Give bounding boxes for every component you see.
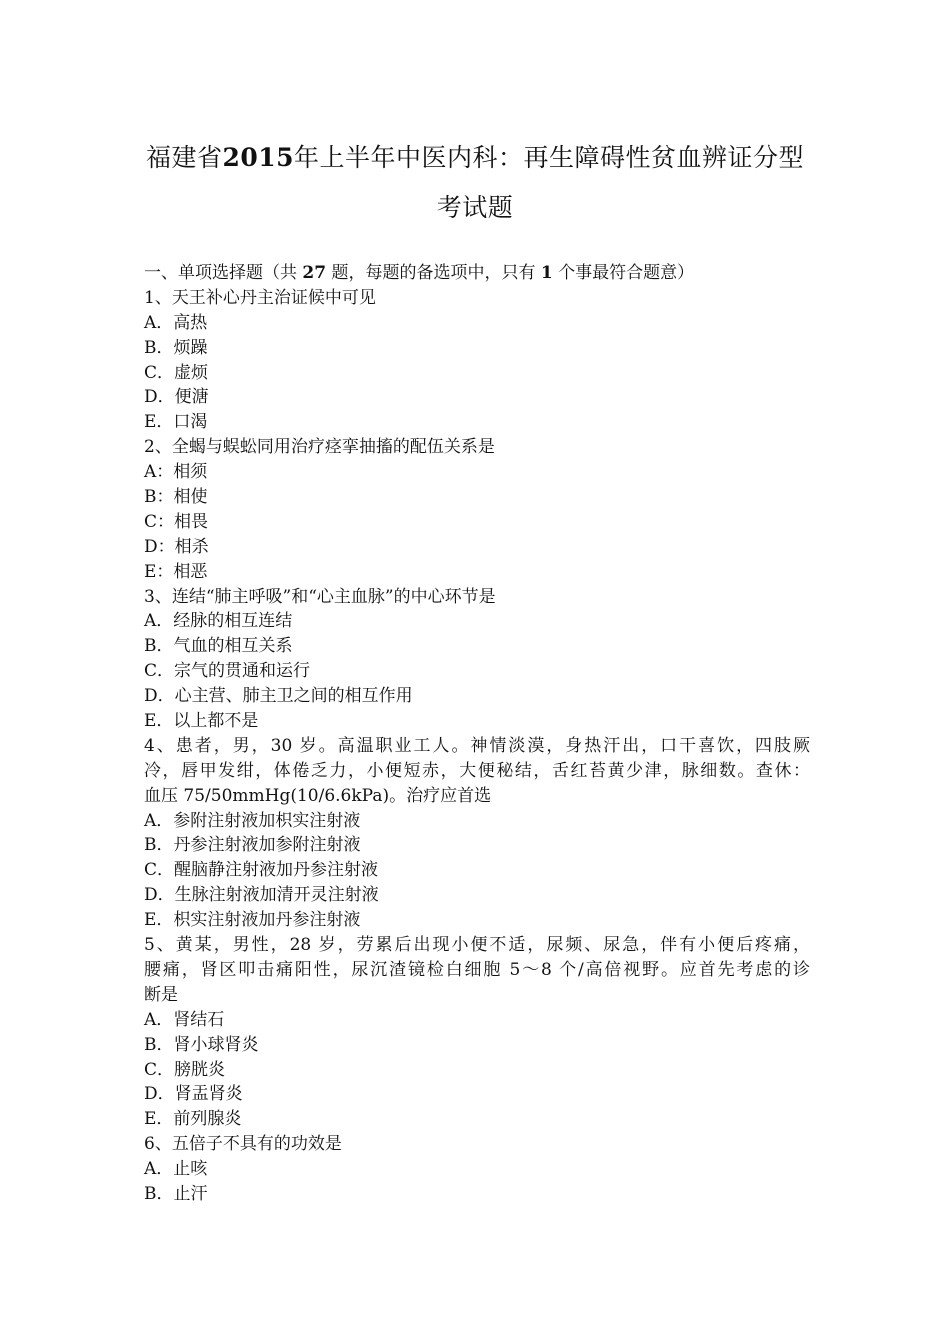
question-2-stem: 2、全蝎与蜈蚣同用治疗痉挛抽搐的配伍关系是 (144, 437, 495, 458)
question-4-option-c: C．醒脑静注射液加丹参注射液 (144, 860, 379, 881)
question-2-option-d: D：相杀 (144, 536, 209, 557)
bold-number: 1 (540, 263, 553, 283)
question-5-option-e: E．前列腺炎 (144, 1109, 242, 1130)
question-5-stem-line-2: 腰痛，肾区叩击痛阳性，尿沉渣镜检白细胞 5～8 个/高倍视野。应首先考虑的诊 (144, 959, 810, 980)
question-4-stem-line-3: 血压 75/50mmHg(10/6.6kPa)。治疗应首选 (144, 785, 492, 806)
document-title-line-1: 福建省2015年上半年中医内科：再生障碍性贫血辨证分型 (145, 143, 805, 172)
question-6-stem: 6、五倍子不具有的功效是 (144, 1134, 342, 1155)
question-2-option-a: A：相须 (144, 462, 208, 483)
question-3-stem: 3、连结“肺主呼吸”和“心主血脉”的中心环节是 (144, 586, 496, 607)
document-body (144, 261, 810, 1207)
question-3-option-c: C．宗气的贯通和运行 (144, 661, 311, 682)
question-4-option-d: D．生脉注射液加清开灵注射液 (144, 885, 379, 906)
question-5-option-a: A．肾结石 (144, 1009, 225, 1030)
question-5-option-d: D．肾盂肾炎 (144, 1084, 243, 1105)
section-header: 一、单项选择题（共 27 题，每题的备选项中，只有 1 个事最符合题意） (144, 263, 695, 283)
question-6-option-a: A．止咳 (144, 1159, 208, 1180)
question-5-stem-line-3: 断是 (144, 984, 178, 1005)
question-1-option-d: D．便溏 (144, 387, 209, 408)
question-3-option-a: A．经脉的相互连结 (144, 611, 293, 632)
question-4-option-e: E．枳实注射液加丹参注射液 (144, 910, 361, 931)
question-2-option-b: B：相使 (144, 487, 208, 508)
question-4-stem-line-2: 冷，唇甲发绀，体倦乏力，小便短赤，大便秘结，舌红苔黄少津，脉细数。查休： (144, 760, 810, 781)
question-4-stem-line-1: 4、患者，男，30 岁。高温职业工人。神情淡漠，身热汗出，口干喜饮，四肢厥 (144, 735, 810, 756)
question-1-option-e: E．口渴 (144, 412, 208, 433)
question-1-option-c: C．虚烦 (144, 362, 209, 383)
question-5-stem-line-1: 5、黄某，男性，28 岁，劳累后出现小便不适，尿频、尿急，伴有小便后疼痛， (144, 935, 810, 956)
question-2-option-e: E：相恶 (144, 561, 208, 582)
question-4-option-b: B．丹参注射液加参附注射液 (144, 835, 361, 856)
question-4-option-a: A．参附注射液加枳实注射液 (144, 810, 361, 831)
question-6-option-b: B．止汗 (144, 1183, 208, 1204)
question-3-option-e: E．以上都不是 (144, 711, 259, 732)
document-title-line-2: 考试题 (436, 193, 514, 222)
question-1-option-b: B．烦躁 (144, 337, 208, 358)
bold-number: 27 (302, 263, 327, 283)
bold-number: 2015 (222, 143, 295, 172)
question-3-option-d: D．心主营、肺主卫之间的相互作用 (144, 686, 413, 707)
question-5-option-c: C．膀胱炎 (144, 1059, 226, 1080)
question-1-stem: 1、天王补心丹主治证候中可见 (144, 287, 376, 308)
question-1-option-a: A．高热 (144, 312, 208, 333)
question-2-option-c: C：相畏 (144, 511, 209, 532)
question-5-option-b: B．肾小球肾炎 (144, 1034, 259, 1055)
question-3-option-b: B．气血的相互关系 (144, 636, 293, 657)
